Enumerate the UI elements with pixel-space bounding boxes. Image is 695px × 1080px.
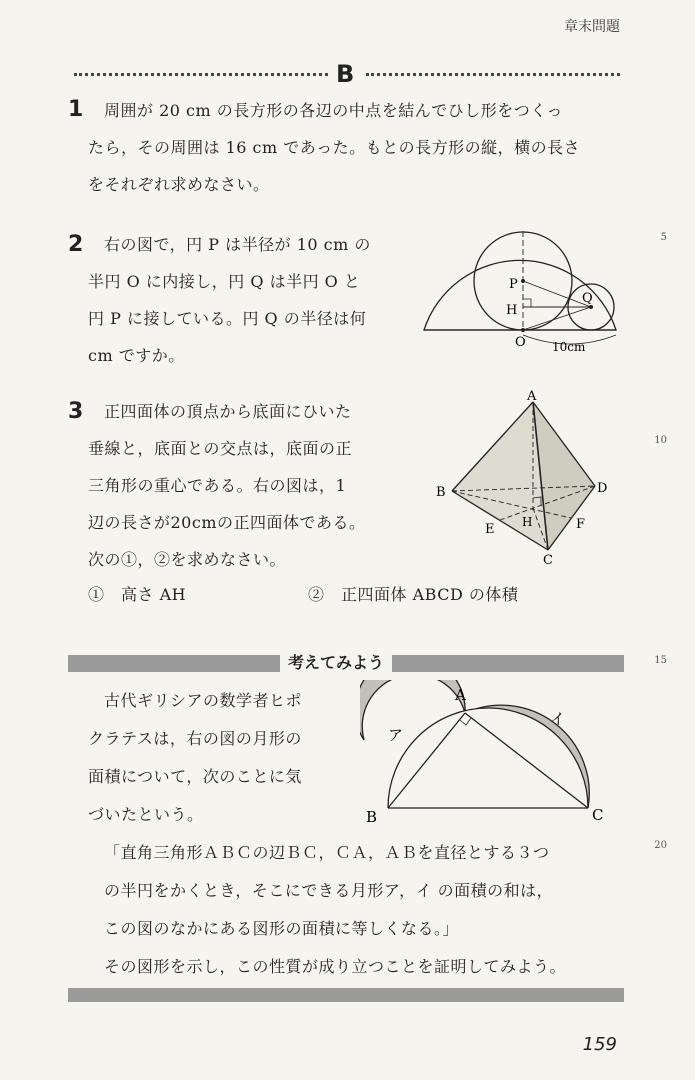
problem-3-line-1: 正四面体の頂点から底面にひいた xyxy=(104,402,352,421)
label-b: B xyxy=(436,485,446,500)
problem-3-line-4: 辺の長さが20cmの正四面体である。 xyxy=(88,513,366,532)
think-line-3: 面積について，次のことに気 xyxy=(88,767,302,786)
subquestion-1: ① 高さ AH xyxy=(88,585,187,604)
problem-1-number: 1 xyxy=(68,97,84,122)
problem-1-line-2: たら，その周囲は 16 cm であった。もとの長方形の縦，横の長さ xyxy=(88,138,581,157)
think-last-line: その図形を示し，この性質が成り立つことを証明してみよう。 xyxy=(104,957,567,976)
quote-line-3: この図のなかにある図形の面積に等しくなる。」 xyxy=(104,919,460,938)
problem-2-line-4: cm ですか。 xyxy=(88,346,185,365)
think-title: 考えてみよう xyxy=(280,652,392,674)
label-lune-a: ア xyxy=(388,726,404,744)
problem-3-line-2: 垂線と，底面との交点は，底面の正 xyxy=(88,439,353,458)
problem-1-line-3: をそれぞれ求めなさい。 xyxy=(88,175,270,194)
segment-pq xyxy=(523,281,591,307)
label-e: E xyxy=(485,522,495,537)
margin-number-5: 5 xyxy=(660,232,667,243)
bottom-bar xyxy=(68,988,624,1002)
label-b: B xyxy=(366,808,378,825)
section-label: B xyxy=(336,60,355,88)
quote-line-2: の半円をかくとき，そこにできる月形ア，イ の面積の和は， xyxy=(104,881,554,900)
dotted-rule-left xyxy=(74,73,328,76)
margin-number-15: 15 xyxy=(654,655,667,666)
problem-2-line-2: 半円 O に内接し，円 Q は半円 O と xyxy=(88,272,361,291)
chapter-header: 章末問題 xyxy=(564,19,620,35)
label-f: F xyxy=(576,517,586,532)
label-q: Q xyxy=(582,291,593,306)
quote-line-1: 「直角三角形ＡＢＣの辺ＢＣ，ＣＡ，ＡＢを直径とする３つ xyxy=(104,843,550,862)
think-line-2: クラテスは，右の図の月形の xyxy=(88,729,302,748)
label-10cm: 10cm xyxy=(552,340,586,354)
point-o xyxy=(521,328,525,332)
label-a: A xyxy=(527,389,537,404)
label-c: C xyxy=(592,806,604,824)
problem-3-line-3: 三角形の重心である。右の図は，1 xyxy=(88,476,347,495)
label-c: C xyxy=(543,553,553,566)
think-line-4: づいたという。 xyxy=(88,805,204,824)
problem-2-line-3: 円 P に接している。円 Q の半径は何 xyxy=(88,309,367,328)
tetrahedron-figure xyxy=(430,388,620,566)
problem-1-line-1: 周囲が 20 cm の長方形の各辺の中点を結んでひし形をつくっ xyxy=(104,101,563,120)
margin-number-20: 20 xyxy=(654,840,667,851)
problem-2-number: 2 xyxy=(68,232,84,257)
think-line-1: 古代ギリシアの数学者ヒポ xyxy=(104,691,303,710)
problem-2-line-1: 右の図で，円 P は半径が 10 cm の xyxy=(104,235,371,254)
right-angle-mark xyxy=(523,299,531,307)
label-d: D xyxy=(597,481,608,496)
subquestion-2: ② 正四面体 ABCD の体積 xyxy=(308,585,519,604)
circles-figure xyxy=(420,225,630,355)
label-p: P xyxy=(509,277,518,292)
label-a: A xyxy=(455,686,466,704)
segment-oq xyxy=(523,307,591,330)
label-h: H xyxy=(506,303,518,318)
problem-3-line-5: 次の①，②を求めなさい。 xyxy=(88,550,287,569)
dotted-rule-right xyxy=(366,73,620,76)
label-lune-i: イ xyxy=(550,710,566,728)
margin-number-10: 10 xyxy=(654,435,667,446)
label-o: O xyxy=(515,335,526,350)
point-p xyxy=(521,279,525,283)
lune-figure xyxy=(360,680,610,825)
page-number: 159 xyxy=(582,1034,617,1055)
label-h: H xyxy=(522,515,533,529)
problem-3-number: 3 xyxy=(68,399,84,424)
